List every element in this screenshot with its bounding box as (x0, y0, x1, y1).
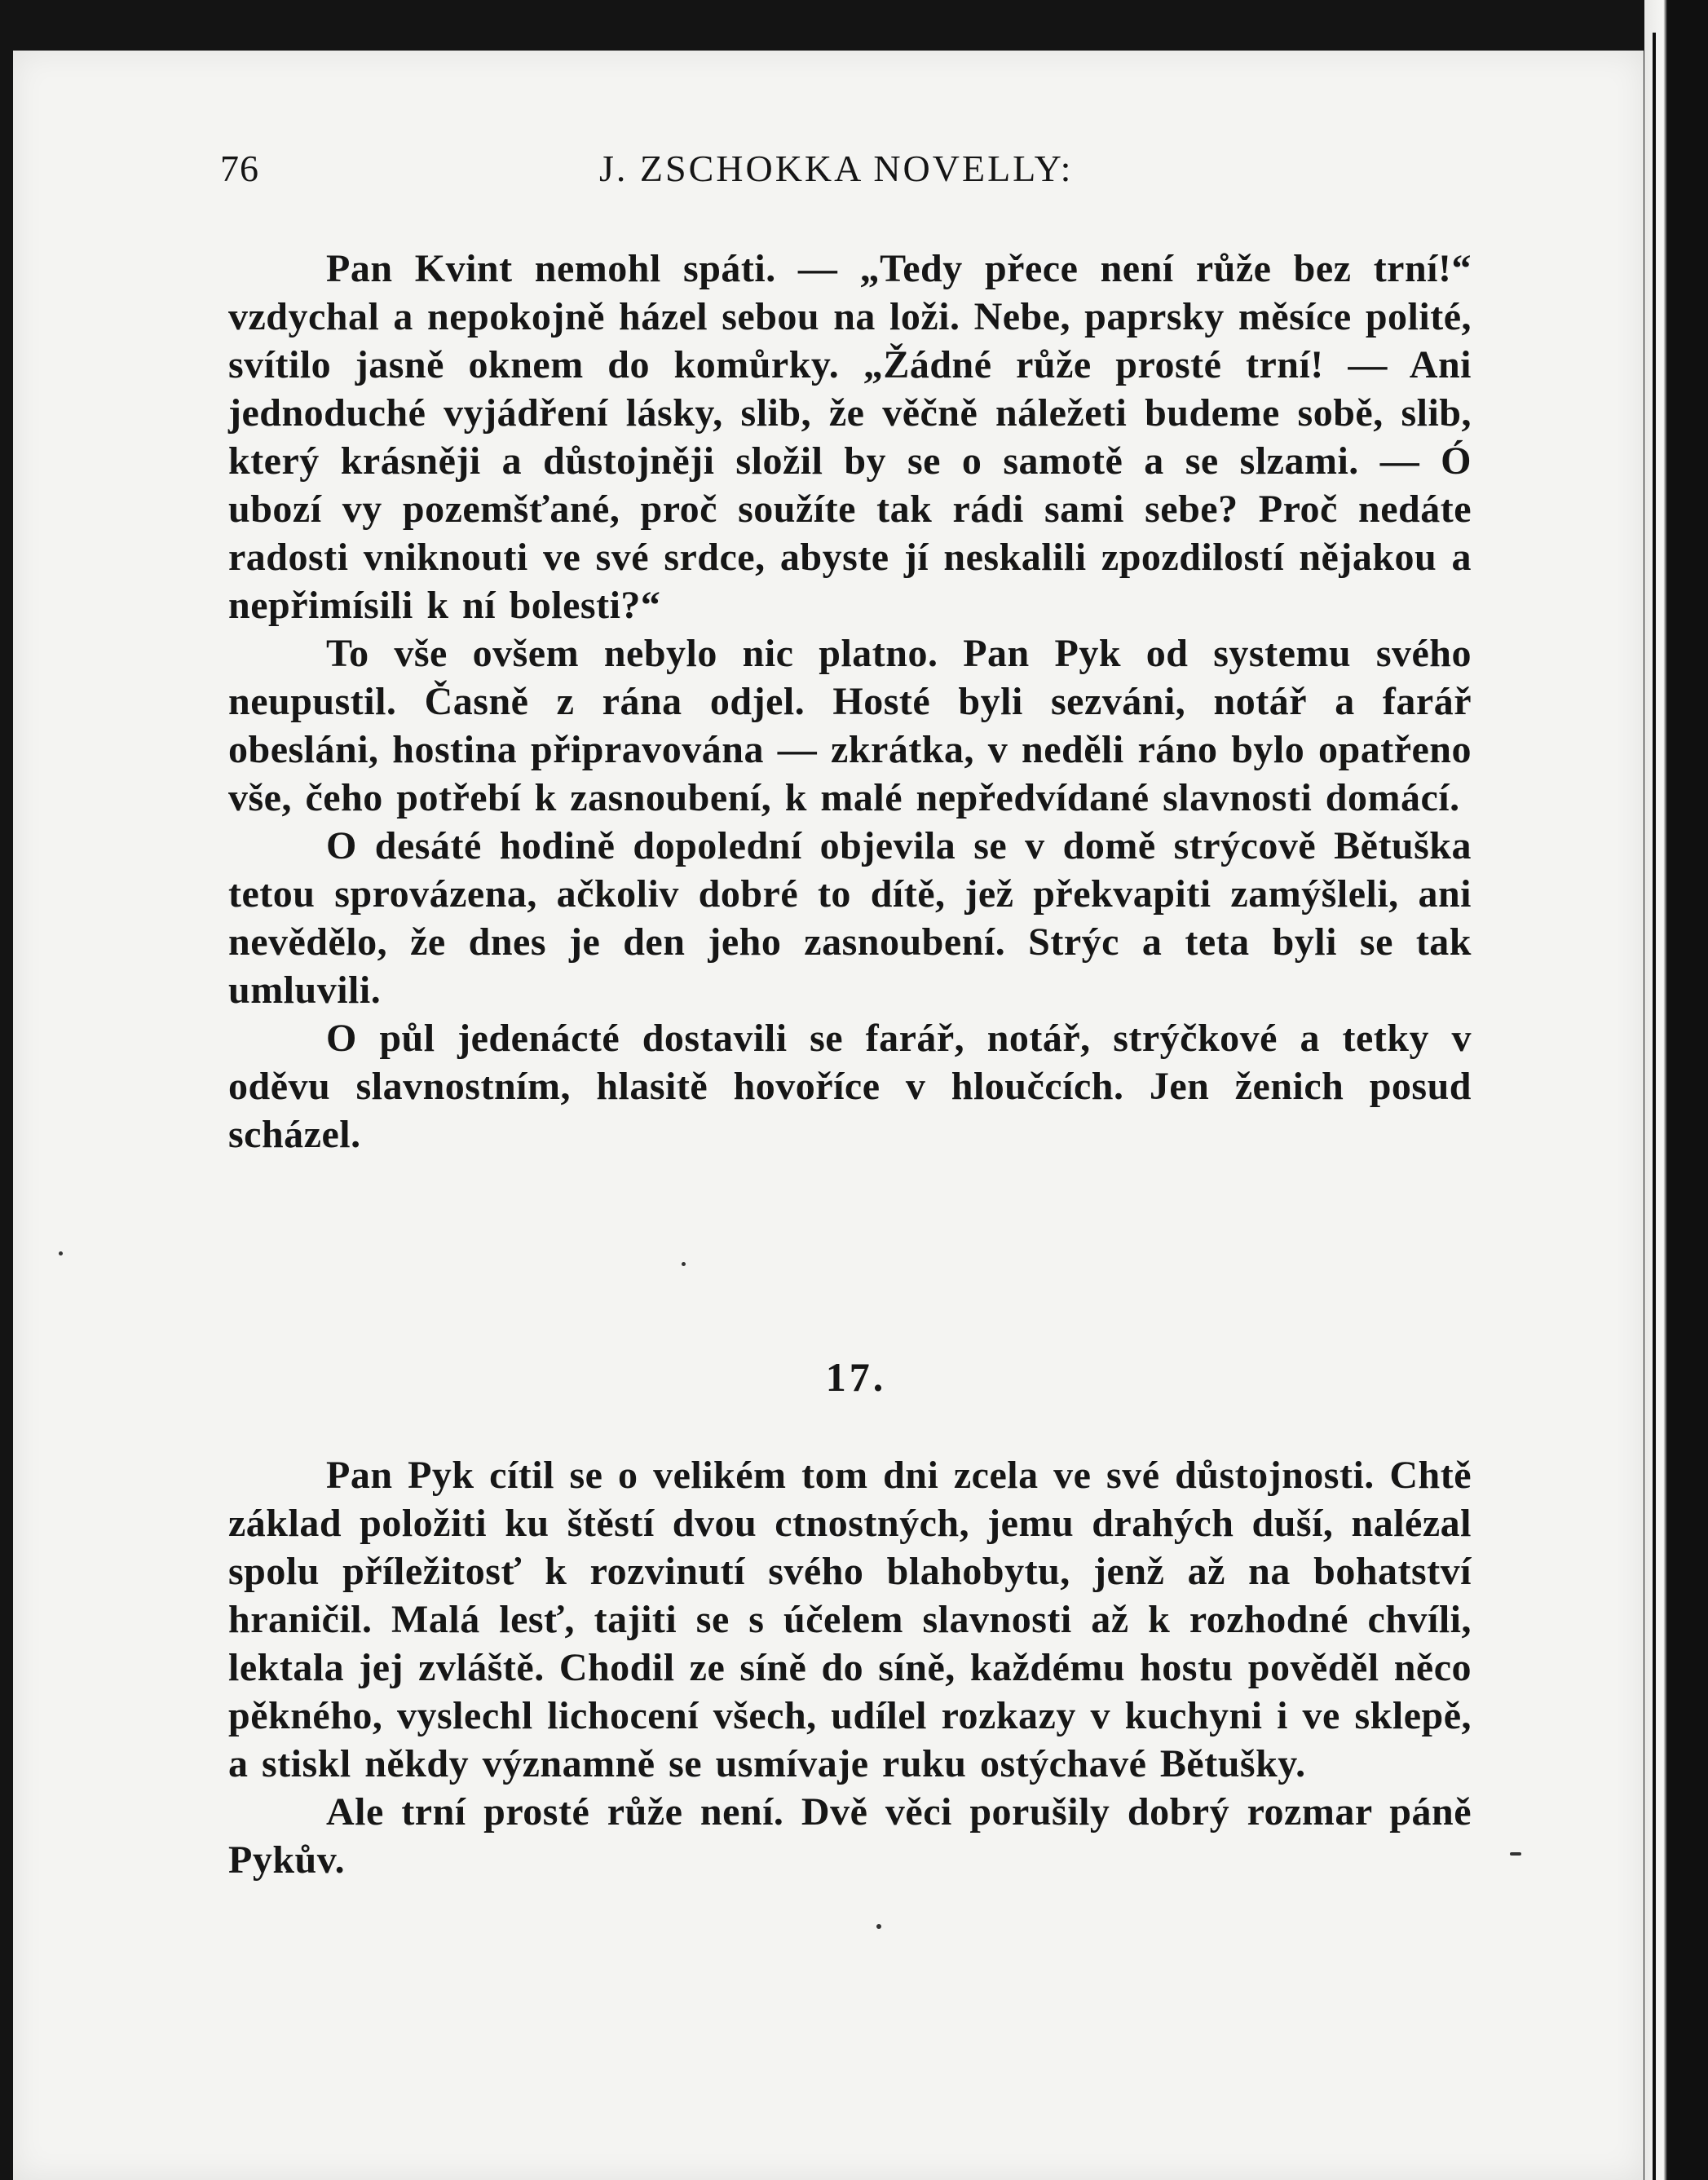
scan-speck (682, 1262, 686, 1266)
scan-speck (876, 1924, 881, 1929)
page-header (220, 147, 1476, 196)
scan-speck (59, 1251, 63, 1255)
paragraph: Pan Pyk cítil se o velikém tom dni zcela ve své důstojnosti. Chtě základ položiti ku štěstí dvou ctnostných, jemu drahých duší, nalézal spolu příležitosť k rozvinutí svého blahobytu, jenž až na bohatství hraničil. Malá lesť, tajiti se s účelem slavnosti až k rozhodné chvíli, lektala jej zvláště. Chodil ze síně do síně, každému hostu pověděl něco pěkného, vyslechl lichocení všech, udílel rozkazy v kuchyni i ve sklepě, a stiskl někdy významně se usmívaje ruku ostýchavé Bětušky. (228, 1454, 1472, 1785)
running-title: J. ZSCHOKKA NOVELLY: (599, 148, 1074, 189)
paragraph: O desáté hodině dopolední objevila se v domě strýcově Bětuška tetou sprovázena, ačkoliv dobré to dítě, jež překvapiti zamýšleli, ani nevědělo, že dnes je den jeho zasnoubení. Strýc a teta byli se tak umluvili. (228, 824, 1472, 1012)
paragraph: Pan Kvint nemohl spáti. — „Tedy přece není růže bez trní!“ vzdychal a nepokojně házel sebou na loži. Nebe, paprsky měsíce polité, svítilo jasně oknem do komůrky. „Žádné růže prosté trní! — Ani jednoduché vyjádření lásky, slib, že věčně náležeti budeme sobě, slib, který krásněji a důstojněji složil by se o samotě a se slzami. — Ó ubozí vy pozemšťané, proč soužíte tak rádi sami sebe? Proč nedáte radosti vniknouti ve své srdce, abyste jí neskalili zpozdilostí nějakou a nepřimísili k ní bolesti?“ (228, 247, 1472, 627)
paragraph: O půl jedenácté dostavili se farář, notář, strýčkové a tetky v oděvu slavnostním, hlasitě hovoříce v hloučcích. Jen ženich posud scházel. (228, 1017, 1472, 1156)
page-binding-line (1653, 33, 1656, 2180)
page-number: 76 (220, 148, 259, 189)
paragraph: Ale trní prosté růže není. Dvě věci porušily dobrý rozmar páně Pykův. (228, 1790, 1472, 1882)
scan-speck (1510, 1852, 1521, 1856)
paragraph: To vše ovšem nebylo nic platno. Pan Pyk od systemu svého neupustil. Časně z rána odjel. Hosté byli sezváni, notář a farář obesláni, hostina připravována — zkrátka, v neděli ráno bylo opatřeno vše, čeho potřebí k zasnoubení, k malé nepředvídané slavnosti domácí. (228, 632, 1472, 819)
chapter-number: 17. (825, 1354, 887, 1400)
text-section-before-chapter (228, 245, 1472, 1158)
text-section-after-chapter (228, 1451, 1472, 1884)
